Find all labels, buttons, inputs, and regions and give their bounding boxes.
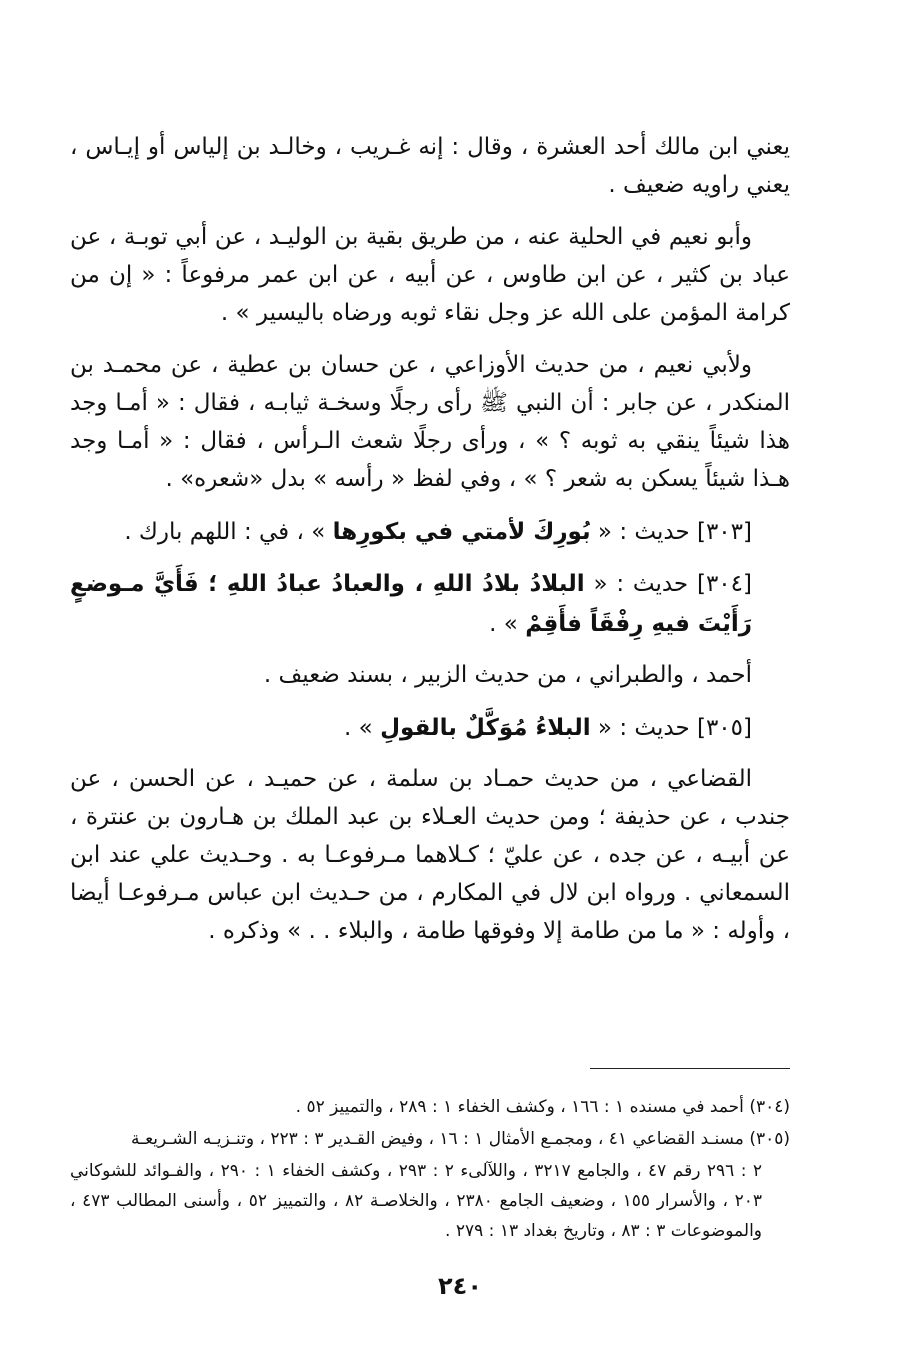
hadith-303 [70,512,790,552]
footnote-305: (٣٠٥) مسنـد القضاعي ٤١ ، ومجمـع الأمثال ١ : ١٦ ، وفيض القـدير ٣ : ٢٢٣ ، وتنـزيـه الشـريعـة [130,1129,790,1149]
paragraph-1: يعني ابن مالك أحد العشرة ، وقال : إنه غـريب ، وخالـد بن إلياس أو إيـاس ، يعني راويه ضعيف . [70,134,790,198]
hadith-304 [70,564,790,644]
hadith-305-takhrij: القضاعي ، من حديث حمـاد بن سلمة ، عن حميـد ، عن الحسن ، عن جندب ، عن حذيفة ؛ ومن حديث العـلاء بن عبد الملك بن هـارون بن عنترة ، عن أبيـه ، عن جده ، عن عليّ ؛ كـلاهما مـرفوعـا به . وحـديث علي عند ابن السمعاني . ورواه ابن لال في المكارم ، من حـديث ابن عباس مـرفوعـا أيضا ، وأوله : « ما من طامة إلا وفوقها طامة ، والبلاء . . » وذكره . [70,766,790,944]
paragraph-3: ولأبي نعيم ، من حديث الأوزاعي ، عن حسان بن عطية ، عن محمـد بن المنكدر ، عن جابر : أن النبي ﷺ رأى رجلًا وسخـة ثيابـه ، فقال : « أمـا وجد هذا شيئاً ينقي به ثوبه ؟ » ، ورأى رجلًا شعث الـرأس ، فقال : « أمـا وجد هـذا شيئاً يسكن به شعر ؟ » ، وفي لفظ « رأسه » بدل «شعره» . [70,352,790,492]
hadith-305-rest: » . [344,715,381,741]
hadith-304-text: البلادُ بلادُ اللهِ ، والعبادُ عبادُ اللهِ ؛ فَأَيَّ مـوضعٍ رَأَيْتَ فيهِ رِفْقَاً فأَقِمْ [70,571,752,637]
paragraph-2: وأبو نعيم في الحلية عنه ، من طريق بقية بن الوليـد ، عن أبي توبـة ، عن عباد بن كثير ، عن ابن طاوس ، عن أبيه ، عن ابن عمر مرفوعاً : « إن من كرامة المؤمن على الله عز وجل نقاء ثوبه ورضاه باليسير » . [70,224,790,326]
hadith-305-text: البلاءُ مُوَكَّلٌ بالقولِ [380,715,591,741]
footnote-divider [590,1068,790,1069]
footnote-304: (٣٠٤) أحمد في مسنده ١ : ١٦٦ ، وكشف الخفاء ١ : ٢٨٩ ، والتمييز ٥٢ . [295,1097,790,1117]
hadith-305 [70,708,790,748]
footnote-305-continued: ٢ : ٢٩٦ رقم ٤٧ ، والجامع ٣٢١٧ ، واللآلىء ٢ : ٢٩٣ ، وكشف الخفاء ١ : ٢٩٠ ، والفـوائد للشوكاني ٢٠٣ ، والأسرار ١٥٥ ، وضعيف الجامع ٢٣٨٠ ، والخلاصـة ٨٢ ، والتمييز ٥٢ ، وأسنى المطالب ٤٧٣ ، والموضوعات ٣ : ٨٣ ، وتاريخ بغداد ١٣ : ٢٧٩ . [70,1161,763,1241]
hadith-305-number: [٣٠٥] حديث : « [590,715,752,741]
footnotes [70,1092,790,1248]
main-text [70,128,790,964]
hadith-304-rest: » . [489,611,526,637]
page-number: ٢٤٠ [438,1272,482,1300]
hadith-303-text: بُورِكَ لأمتي في بكورِها [332,519,591,545]
hadith-304-takhrij: أحمد ، والطبراني ، من حديث الزبير ، بسند ضعيف . [263,662,752,688]
hadith-303-rest: » ، في : اللهم بارك . [124,519,333,545]
hadith-303-number: [٣٠٣] حديث : « [590,519,752,545]
hadith-304-number: [٣٠٤] حديث : « [584,571,752,597]
